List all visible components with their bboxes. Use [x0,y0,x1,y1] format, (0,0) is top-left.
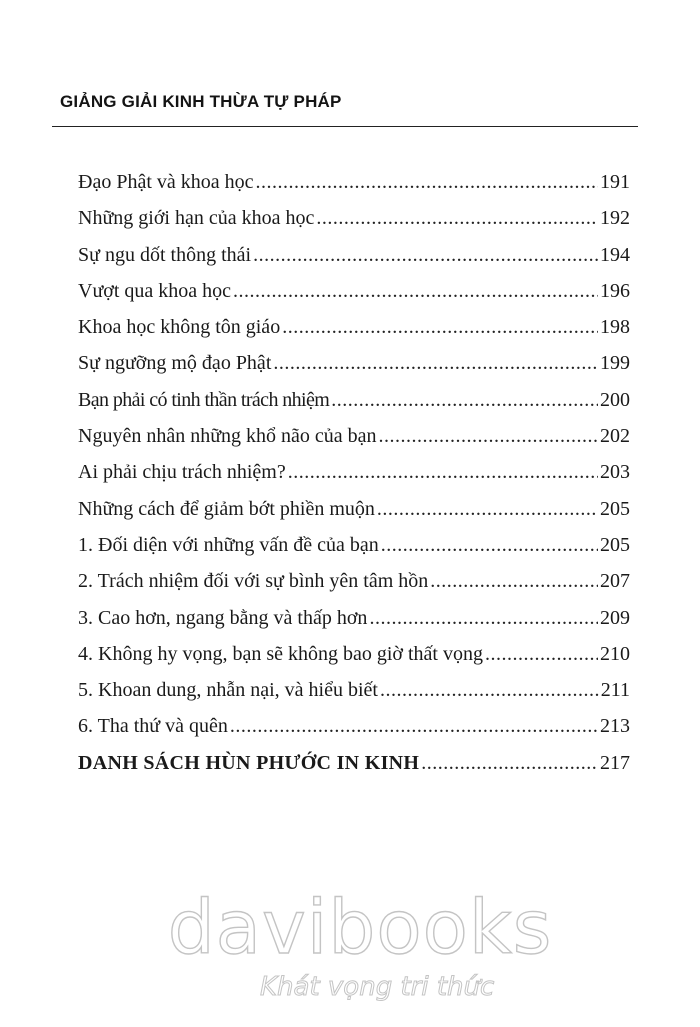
toc-entry-page: 200 [600,388,630,411]
toc-entry-page: 194 [600,243,630,266]
toc-entry [78,309,630,345]
dot-leader [369,600,598,636]
toc-entry [78,745,630,781]
toc-entry-page: 205 [600,533,630,556]
toc-entry-page: 198 [600,316,630,339]
toc-entry-title: 5. Khoan dung, nhẫn nại, và hiểu biết [78,679,378,702]
toc-entry-page: 217 [600,751,630,774]
toc-entry [78,273,630,309]
dot-leader [485,636,598,672]
toc-entry-page: 192 [600,207,630,230]
dot-leader [421,745,598,781]
toc-entry-page: 213 [600,715,630,738]
toc-entry-title: 3. Cao hơn, ngang bằng và thấp hơn [78,606,368,629]
toc-entry [78,454,630,490]
toc-entry-title: Vượt qua khoa học [78,279,232,302]
dot-leader [288,454,598,490]
watermark-slogan: Khát vọng tri thức [260,972,495,1002]
toc-entry [78,563,630,599]
dot-leader [380,672,599,708]
toc-entry [78,600,630,636]
table-of-contents [78,164,630,781]
dot-leader [230,708,598,744]
toc-entry-title: Sự ngu dốt thông thái [78,243,252,266]
toc-entry [78,636,630,672]
toc-entry-title: Những cách để giảm bớt phiền muộn [78,497,375,520]
dot-leader [331,382,598,418]
toc-entry-page: 209 [600,606,630,629]
toc-entry-title: Đạo Phật và khoa học [78,171,254,193]
toc-entry-page: 191 [600,171,630,193]
dot-leader [430,563,598,599]
toc-entry-title: 2. Trách nhiệm đối với sự bình yên tâm hồn [78,570,429,593]
toc-entry-page: 203 [600,461,630,484]
dot-leader [316,200,598,236]
dot-leader [282,309,598,345]
toc-entry-title: Những giới hạn của khoa học [78,207,315,230]
toc-entry [78,237,630,273]
dot-leader [233,273,598,309]
toc-entry-title: 6. Tha thứ và quên [78,715,228,738]
toc-entry-title: DANH SÁCH HÙN PHƯỚC IN KINH [78,751,420,774]
toc-entry [78,382,630,418]
dot-leader [253,237,598,273]
toc-entry [78,164,630,200]
watermark [150,885,570,1004]
dot-leader [273,345,598,381]
toc-entry-page: 211 [600,679,630,702]
toc-entry-title: 4. Không hy vọng, bạn sẽ không bao giờ thất vọng [78,642,483,665]
toc-entry-title: Ai phải chịu trách nhiệm? [78,461,286,484]
toc-entry-page: 196 [600,279,630,302]
toc-entry [78,418,630,454]
toc-entry-title: Sự ngưỡng mộ đạo Phật [78,352,272,375]
toc-entry-page: 205 [600,497,630,520]
running-head: GIẢNG GIẢI KINH THỪA TỰ PHÁP [60,92,342,111]
dot-leader [256,164,598,200]
header-rule [52,126,638,127]
dot-leader [377,491,598,527]
toc-entry [78,708,630,744]
toc-entry-title: Khoa học không tôn giáo [78,316,281,339]
toc-entry-title: Nguyên nhân những khổ não của bạn [78,425,377,448]
toc-entry [78,345,630,381]
toc-entry-page: 199 [600,352,630,375]
toc-entry-page: 210 [600,642,630,665]
toc-entry-title: Bạn phải có tinh thần trách nhiệm [78,388,330,411]
watermark-brand: davibooks [167,885,553,971]
toc-entry-page: 207 [600,570,630,593]
dot-leader [379,418,598,454]
dot-leader [381,527,598,563]
toc-entry-page: 202 [600,425,630,448]
toc-entry [78,527,630,563]
toc-entry [78,491,630,527]
toc-entry-title: 1. Đối diện với những vấn đề của bạn [78,533,379,556]
toc-entry [78,200,630,236]
toc-entry [78,672,630,708]
